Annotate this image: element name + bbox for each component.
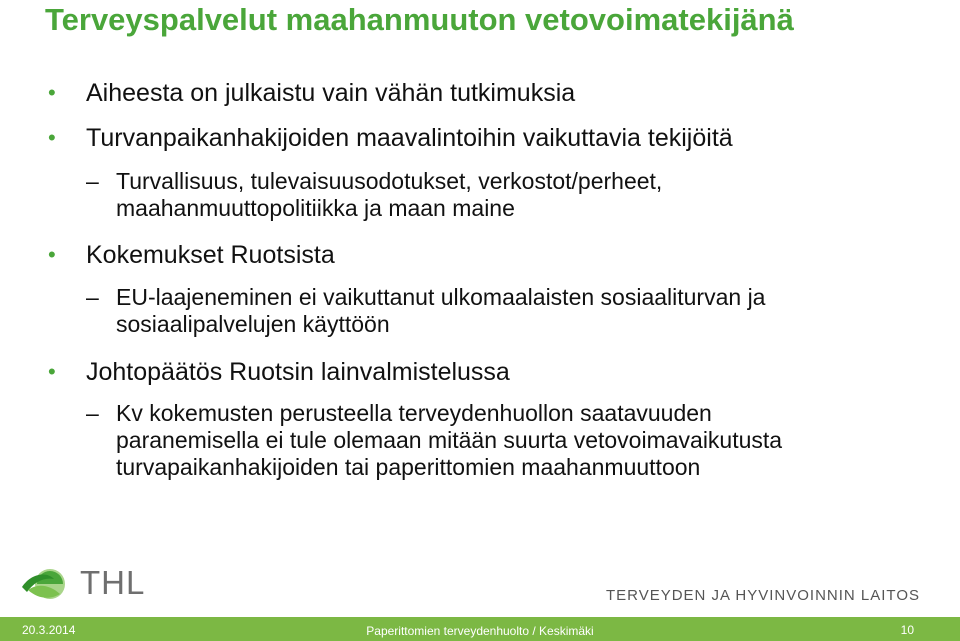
bullet-dot: • <box>48 125 56 150</box>
footer-date: 20.3.2014 <box>22 623 76 637</box>
bullet-item <box>48 357 510 387</box>
sub-dash: – <box>86 284 99 310</box>
sub-text-line: Turvallisuus, tulevaisuusodotukset, verkostot/perheet, <box>116 168 663 194</box>
sub-text-line: Kv kokemusten perusteella terveydenhuollon saatavuuden <box>116 400 712 426</box>
bullet-item <box>48 240 335 270</box>
bullet-text: Kokemukset Ruotsista <box>86 241 335 269</box>
sub-text-line: EU-laajeneminen ei vaikuttanut ulkomaalaisten sosiaaliturvan ja <box>116 284 766 310</box>
page-number: 10 <box>900 623 914 637</box>
bullet-text: Aiheesta on julkaistu vain vähän tutkimuksia <box>86 79 576 107</box>
sub-text-line: sosiaalipalvelujen käyttöön <box>116 311 390 337</box>
sub-text-line: maahanmuuttopolitiikka ja maan maine <box>116 195 515 221</box>
bullet-text: Johtopäätös Ruotsin lainvalmistelussa <box>86 358 510 386</box>
sub-text-line: paranemisella ei tule olemaan mitään suurta vetovoimavaikutusta <box>116 427 783 453</box>
logo-text: THL <box>80 564 146 601</box>
thl-logo <box>20 563 146 603</box>
sub-dash: – <box>86 400 99 426</box>
sub-dash: – <box>86 168 99 194</box>
bullet-item <box>48 78 576 108</box>
bullet-text: Turvanpaikanhakijoiden maavalintoihin vaikuttavia tekijöitä <box>86 124 733 152</box>
sub-item <box>86 284 766 338</box>
footer-bar <box>0 617 960 641</box>
sub-item <box>86 400 783 481</box>
bullet-dot: • <box>48 242 56 267</box>
sub-text-line: turvapaikanhakijoiden tai paperittomien maahanmuuttoon <box>116 454 701 480</box>
sub-item <box>86 168 663 222</box>
institute-name: TERVEYDEN JA HYVINVOINNIN LAITOS <box>605 587 920 604</box>
footer-title: Paperittomien terveydenhuolto / Keskimäki <box>366 624 594 638</box>
bullet-dot: • <box>48 359 56 384</box>
leaf-globe-icon <box>20 563 72 603</box>
slide-title: Terveyspalvelut maahanmuuton vetovoimatekijänä <box>45 2 794 37</box>
bullet-dot: • <box>48 80 56 105</box>
bullet-item <box>48 123 733 153</box>
